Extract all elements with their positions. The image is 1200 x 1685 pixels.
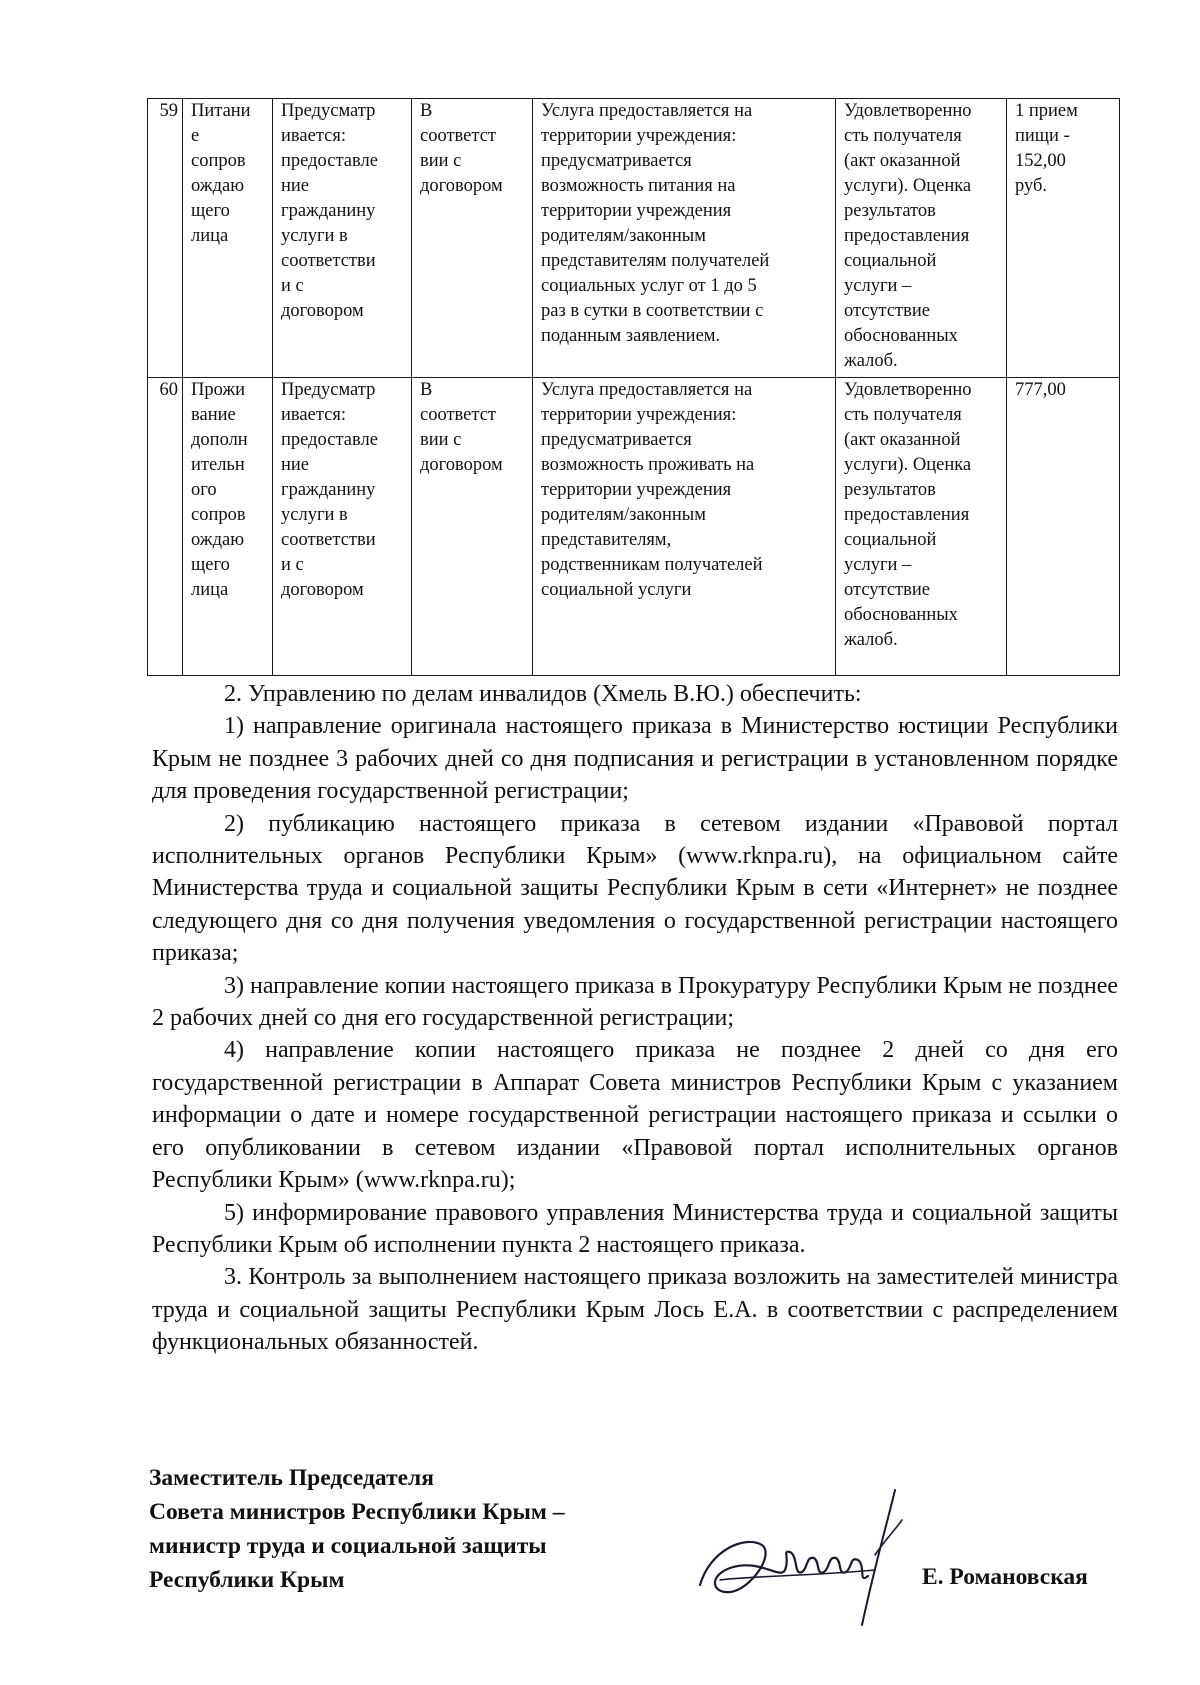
table-row: [148, 378, 1120, 676]
signatory-name: Е. Романовская: [922, 1564, 1088, 1590]
handwritten-signature: [690, 1480, 930, 1630]
service-conditions: Услуга предоставляется на территории учреждения: предусматривается возможность проживать на территории учреждения родителям/законным представителям, родственникам получателей социальной услуги: [533, 378, 836, 676]
row-number: 60: [148, 378, 183, 676]
paragraph-subitem-5: 5) информирование правового управления Министерства труда и социальной защиты Республики Крым об исполнении пункта 2 настоящего приказа.: [152, 1199, 1118, 1258]
service-name: Питани е сопров ождаю щего лица: [183, 99, 273, 378]
paragraph-item-2: 2. Управлению по делам инвалидов (Хмель В.Ю.) обеспечить:: [224, 681, 862, 707]
service-quality: Удовлетворенно сть получателя (акт оказанной услуги). Оценка результатов предоставления социальной услуги – отсутствие обоснованных жалоб.: [836, 378, 1007, 676]
row-number: 59: [148, 99, 183, 378]
paragraph-subitem-4: 4) направление копии настоящего приказа не позднее 2 дней со дня его государственной регистрации в Аппарат Совета министров Республики Крым с указанием информации о дате и номере государственной регистрации настоящего приказа и ссылки о его опубликовании в сетевом издании «Правовой портал исполнительных органов Республики Крым» (www.rknpa.ru);: [152, 1037, 1118, 1194]
service-price: 1 прием пищи - 152,00 руб.: [1007, 99, 1120, 378]
service-description: Предусматр ивается: предоставле ние гражданину услуги в соответстви и с договором: [273, 99, 412, 378]
signatory-title: Заместитель Председателя Совета министров Республики Крым – министр труда и социальной защиты Республики Крым: [149, 1465, 565, 1593]
table-row: [148, 99, 1120, 378]
service-price: 777,00: [1007, 378, 1120, 676]
service-volume: В соответст вии с договором: [412, 99, 533, 378]
paragraph-item-3: 3. Контроль за выполнением настоящего приказа возложить на заместителей министра труда и социальной защиты Республики Крым Лось Е.А. в соответствии с распределением функциональных обязанностей.: [152, 1264, 1118, 1356]
services-table: [147, 98, 1120, 676]
paragraph-subitem-3: 3) направление копии настоящего приказа в Прокуратуру Республики Крым не позднее 2 рабочих дней со дня его государственной регистрации;: [152, 972, 1119, 1032]
service-quality: Удовлетворенно сть получателя (акт оказанной услуги). Оценка результатов предоставления социальной услуги – отсутствие обоснованных жалоб.: [836, 99, 1007, 378]
service-volume: В соответст вии с договором: [412, 378, 533, 676]
paragraph-subitem-1: 1) направление оригинала настоящего приказа в Министерство юстиции Республики Крым не позднее 3 рабочих дней со дня подписания и регистрации в установленном порядке для проведения государственной регистрации;: [152, 713, 1118, 805]
service-conditions: Услуга предоставляется на территории учреждения: предусматривается возможность питания на территории учреждения родителям/законным представителям получателей социальных услуг от 1 до 5 раз в сутки в соответствии с поданным заявлением.: [533, 99, 836, 378]
order-body-text: [152, 678, 1118, 1359]
service-name: Прожи вание дополн ительн ого сопров ождаю щего лица: [183, 378, 273, 676]
service-description: Предусматр ивается: предоставле ние гражданину услуги в соответстви и с договором: [273, 378, 412, 676]
paragraph-subitem-2: 2) публикацию настоящего приказа в сетевом издании «Правовой портал исполнительных органов Республики Крым» (www.rknpa.ru), на официальном сайте Министерства труда и социальной защиты Республики Крым в сети «Интернет» не позднее следующего дня со дня получения уведомления о государственной регистрации настоящего приказа;: [152, 810, 1118, 967]
